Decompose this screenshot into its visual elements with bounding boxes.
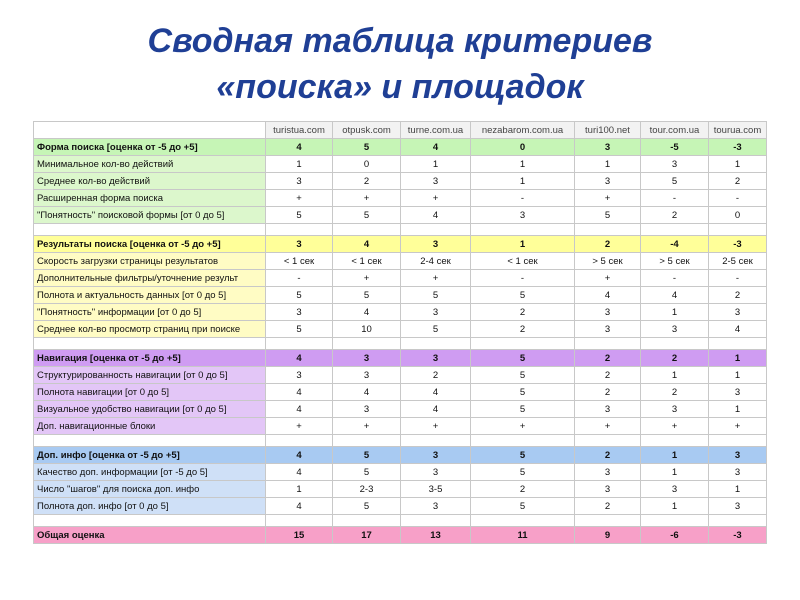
criterion-value-cell: + bbox=[641, 418, 709, 435]
header-corner-cell bbox=[34, 122, 266, 139]
criterion-value-cell: 5 bbox=[471, 464, 575, 481]
criterion-value-cell: 3-5 bbox=[401, 481, 471, 498]
title-line-1: Сводная таблица критериев bbox=[147, 22, 653, 60]
spacer-cell bbox=[709, 435, 767, 447]
criterion-value-cell: 3 bbox=[575, 464, 641, 481]
section-score-cell: 5 bbox=[333, 447, 401, 464]
criterion-value-cell: + bbox=[333, 270, 401, 287]
criterion-value-cell: 2 bbox=[333, 173, 401, 190]
criterion-value-cell: 1 bbox=[401, 156, 471, 173]
criterion-row bbox=[34, 207, 767, 224]
site-header-cell: turistua.com bbox=[266, 122, 333, 139]
spacer-cell bbox=[471, 435, 575, 447]
spacer-cell bbox=[575, 515, 641, 527]
criterion-value-cell: 3 bbox=[401, 464, 471, 481]
criterion-label: Минимальное кол-во действий bbox=[34, 156, 266, 173]
criterion-label: "Понятность" поисковой формы [от 0 до 5] bbox=[34, 207, 266, 224]
section-name: Результаты поиска [оценка от -5 до +5] bbox=[34, 236, 266, 253]
criterion-value-cell: 4 bbox=[401, 384, 471, 401]
criterion-row bbox=[34, 418, 767, 435]
spacer-cell bbox=[333, 435, 401, 447]
criterion-value-cell: 2 bbox=[575, 384, 641, 401]
criterion-value-cell: - bbox=[471, 270, 575, 287]
criterion-value-cell: 4 bbox=[709, 321, 767, 338]
criterion-value-cell: 2 bbox=[575, 367, 641, 384]
spacer-cell bbox=[266, 224, 333, 236]
criterion-value-cell: 4 bbox=[401, 401, 471, 418]
criterion-value-cell: 5 bbox=[471, 384, 575, 401]
spacer-cell bbox=[709, 338, 767, 350]
criterion-row bbox=[34, 287, 767, 304]
section-score-cell: 4 bbox=[266, 139, 333, 156]
criterion-value-cell: 2 bbox=[471, 321, 575, 338]
criterion-value-cell: 3 bbox=[641, 401, 709, 418]
criterion-label: Среднее кол-во просмотр страниц при поиске bbox=[34, 321, 266, 338]
criterion-value-cell: 1 bbox=[709, 481, 767, 498]
section-score-cell: -5 bbox=[641, 139, 709, 156]
criterion-value-cell: 3 bbox=[575, 401, 641, 418]
section-score-cell: 1 bbox=[709, 350, 767, 367]
criterion-value-cell: 2-5 сек bbox=[709, 253, 767, 270]
total-label: Общая оценка bbox=[34, 527, 266, 544]
section-score-cell: -4 bbox=[641, 236, 709, 253]
spacer-cell bbox=[401, 338, 471, 350]
site-header-cell: tourua.com bbox=[709, 122, 767, 139]
criterion-value-cell: 5 bbox=[333, 287, 401, 304]
criterion-row bbox=[34, 321, 767, 338]
header-row bbox=[34, 122, 767, 139]
section-score-cell: 5 bbox=[333, 139, 401, 156]
criterion-value-cell: 5 bbox=[471, 401, 575, 418]
criterion-value-cell: 5 bbox=[471, 367, 575, 384]
criterion-value-cell: 2-4 сек bbox=[401, 253, 471, 270]
spacer-cell bbox=[333, 224, 401, 236]
criterion-label: Полнота и актуальность данных [от 0 до 5] bbox=[34, 287, 266, 304]
criterion-value-cell: - bbox=[641, 190, 709, 207]
section-score-cell: 3 bbox=[575, 139, 641, 156]
criterion-value-cell: 3 bbox=[709, 464, 767, 481]
spacer-row bbox=[34, 435, 767, 447]
criterion-value-cell: 3 bbox=[266, 367, 333, 384]
criterion-value-cell: < 1 сек bbox=[266, 253, 333, 270]
total-row bbox=[34, 527, 767, 544]
section-score-cell: 1 bbox=[641, 447, 709, 464]
site-header-cell: tour.com.ua bbox=[641, 122, 709, 139]
criterion-value-cell: 2 bbox=[641, 207, 709, 224]
criterion-row bbox=[34, 367, 767, 384]
criterion-row bbox=[34, 156, 767, 173]
spacer-row bbox=[34, 515, 767, 527]
criterion-value-cell: - bbox=[471, 190, 575, 207]
criterion-value-cell: + bbox=[471, 418, 575, 435]
section-row bbox=[34, 236, 767, 253]
criterion-label: Расширенная форма поиска bbox=[34, 190, 266, 207]
criterion-value-cell: 4 bbox=[333, 384, 401, 401]
criterion-value-cell: 1 bbox=[709, 156, 767, 173]
criterion-value-cell: 1 bbox=[641, 464, 709, 481]
criterion-row bbox=[34, 481, 767, 498]
section-score-cell: -3 bbox=[709, 139, 767, 156]
spacer-cell bbox=[34, 435, 266, 447]
criterion-value-cell: 2 bbox=[575, 498, 641, 515]
total-value-cell: 11 bbox=[471, 527, 575, 544]
spacer-row bbox=[34, 338, 767, 350]
spacer-cell bbox=[266, 338, 333, 350]
section-score-cell: 3 bbox=[709, 447, 767, 464]
criterion-value-cell: 3 bbox=[641, 156, 709, 173]
criterion-value-cell: 4 bbox=[333, 304, 401, 321]
criterion-value-cell: 3 bbox=[401, 173, 471, 190]
criterion-value-cell: 4 bbox=[266, 464, 333, 481]
site-header-cell: turne.com.ua bbox=[401, 122, 471, 139]
criterion-value-cell: - bbox=[709, 270, 767, 287]
spacer-cell bbox=[641, 435, 709, 447]
criterion-row bbox=[34, 190, 767, 207]
criterion-value-cell: - bbox=[709, 190, 767, 207]
section-score-cell: 3 bbox=[266, 236, 333, 253]
spacer-cell bbox=[575, 224, 641, 236]
criterion-value-cell: 3 bbox=[641, 321, 709, 338]
section-score-cell: 4 bbox=[266, 447, 333, 464]
total-value-cell: -6 bbox=[641, 527, 709, 544]
spacer-cell bbox=[333, 338, 401, 350]
section-score-cell: 2 bbox=[575, 447, 641, 464]
criterion-label: "Понятность" информации [от 0 до 5] bbox=[34, 304, 266, 321]
criterion-value-cell: 3 bbox=[575, 481, 641, 498]
criterion-label: Визуальное удобство навигации [от 0 до 5] bbox=[34, 401, 266, 418]
criterion-value-cell: 5 bbox=[401, 287, 471, 304]
section-score-cell: 5 bbox=[471, 350, 575, 367]
criterion-value-cell: 3 bbox=[709, 304, 767, 321]
criterion-value-cell: 1 bbox=[641, 498, 709, 515]
criterion-row bbox=[34, 304, 767, 321]
criterion-value-cell: 1 bbox=[471, 173, 575, 190]
section-name: Навигация [оценка от -5 до +5] bbox=[34, 350, 266, 367]
criterion-label: Дополнительные фильтры/уточнение результ bbox=[34, 270, 266, 287]
spacer-cell bbox=[266, 515, 333, 527]
section-score-cell: 3 bbox=[401, 236, 471, 253]
criterion-label: Качество доп. информации [от -5 до 5] bbox=[34, 464, 266, 481]
criterion-value-cell: > 5 сек bbox=[641, 253, 709, 270]
criterion-row bbox=[34, 464, 767, 481]
criterion-value-cell: 5 bbox=[471, 498, 575, 515]
criterion-value-cell: 1 bbox=[471, 156, 575, 173]
criterion-value-cell: 3 bbox=[709, 498, 767, 515]
criterion-row bbox=[34, 498, 767, 515]
criterion-value-cell: 4 bbox=[266, 384, 333, 401]
spacer-cell bbox=[401, 435, 471, 447]
criterion-value-cell: 4 bbox=[575, 287, 641, 304]
criterion-value-cell: + bbox=[401, 418, 471, 435]
spacer-cell bbox=[34, 338, 266, 350]
criterion-value-cell: 5 bbox=[266, 207, 333, 224]
criterion-value-cell: 1 bbox=[641, 367, 709, 384]
criterion-value-cell: + bbox=[333, 190, 401, 207]
criterion-value-cell: 3 bbox=[266, 173, 333, 190]
section-score-cell: 3 bbox=[401, 350, 471, 367]
spacer-cell bbox=[575, 338, 641, 350]
criterion-label: Структурированность навигации [от 0 до 5] bbox=[34, 367, 266, 384]
spacer-cell bbox=[641, 338, 709, 350]
criterion-value-cell: + bbox=[266, 418, 333, 435]
criterion-value-cell: + bbox=[333, 418, 401, 435]
total-value-cell: 17 bbox=[333, 527, 401, 544]
criterion-value-cell: 3 bbox=[471, 207, 575, 224]
title-line-2: «поиска» и площадок bbox=[216, 68, 584, 106]
site-header-cell: turi100.net bbox=[575, 122, 641, 139]
criterion-value-cell: 2 bbox=[471, 481, 575, 498]
criterion-row bbox=[34, 384, 767, 401]
section-score-cell: 4 bbox=[333, 236, 401, 253]
section-score-cell: 2 bbox=[641, 350, 709, 367]
criterion-label: Число "шагов" для поиска доп. инфо bbox=[34, 481, 266, 498]
criterion-value-cell: + bbox=[709, 418, 767, 435]
spacer-cell bbox=[34, 224, 266, 236]
criterion-value-cell: 1 bbox=[641, 304, 709, 321]
criterion-value-cell: 10 bbox=[333, 321, 401, 338]
criterion-value-cell: + bbox=[575, 270, 641, 287]
criterion-value-cell: 3 bbox=[401, 304, 471, 321]
total-value-cell: -3 bbox=[709, 527, 767, 544]
criterion-value-cell: 5 bbox=[575, 207, 641, 224]
criterion-value-cell: < 1 сек bbox=[333, 253, 401, 270]
total-value-cell: 15 bbox=[266, 527, 333, 544]
criterion-value-cell: > 5 сек bbox=[575, 253, 641, 270]
criterion-value-cell: 0 bbox=[333, 156, 401, 173]
criterion-value-cell: 3 bbox=[266, 304, 333, 321]
site-header-cell: nezabarom.com.ua bbox=[471, 122, 575, 139]
criterion-value-cell: 3 bbox=[709, 384, 767, 401]
section-score-cell: 2 bbox=[575, 236, 641, 253]
criterion-value-cell: 4 bbox=[401, 207, 471, 224]
criterion-value-cell: 1 bbox=[709, 367, 767, 384]
criterion-value-cell: - bbox=[641, 270, 709, 287]
criterion-value-cell: - bbox=[266, 270, 333, 287]
criterion-value-cell: 4 bbox=[266, 498, 333, 515]
criterion-value-cell: 2-3 bbox=[333, 481, 401, 498]
criterion-value-cell: 3 bbox=[641, 481, 709, 498]
criterion-value-cell: + bbox=[266, 190, 333, 207]
criterion-value-cell: 3 bbox=[575, 173, 641, 190]
criterion-value-cell: 3 bbox=[333, 401, 401, 418]
section-score-cell: -3 bbox=[709, 236, 767, 253]
spacer-cell bbox=[471, 338, 575, 350]
section-row bbox=[34, 447, 767, 464]
section-score-cell: 3 bbox=[333, 350, 401, 367]
criterion-value-cell: 3 bbox=[401, 498, 471, 515]
criterion-row bbox=[34, 253, 767, 270]
spacer-cell bbox=[709, 515, 767, 527]
section-score-cell: 4 bbox=[266, 350, 333, 367]
spacer-cell bbox=[401, 515, 471, 527]
spacer-cell bbox=[575, 435, 641, 447]
criterion-row bbox=[34, 270, 767, 287]
criterion-value-cell: + bbox=[575, 418, 641, 435]
criterion-row bbox=[34, 173, 767, 190]
section-score-cell: 4 bbox=[401, 139, 471, 156]
section-row bbox=[34, 350, 767, 367]
criterion-value-cell: 5 bbox=[266, 321, 333, 338]
spacer-cell bbox=[641, 224, 709, 236]
criterion-value-cell: 5 bbox=[266, 287, 333, 304]
criterion-value-cell: 5 bbox=[401, 321, 471, 338]
criterion-value-cell: 5 bbox=[333, 464, 401, 481]
spacer-row bbox=[34, 224, 767, 236]
criterion-row bbox=[34, 401, 767, 418]
spacer-cell bbox=[34, 515, 266, 527]
spacer-cell bbox=[471, 515, 575, 527]
spacer-cell bbox=[641, 515, 709, 527]
criterion-label: Скорость загрузки страницы результатов bbox=[34, 253, 266, 270]
section-score-cell: 5 bbox=[471, 447, 575, 464]
criterion-value-cell: 5 bbox=[641, 173, 709, 190]
criterion-label: Полнота навигации [от 0 до 5] bbox=[34, 384, 266, 401]
section-name: Доп. инфо [оценка от -5 до +5] bbox=[34, 447, 266, 464]
criterion-value-cell: 2 bbox=[641, 384, 709, 401]
criterion-value-cell: 1 bbox=[266, 481, 333, 498]
spacer-cell bbox=[709, 224, 767, 236]
criterion-value-cell: 1 bbox=[575, 156, 641, 173]
criterion-value-cell: 5 bbox=[333, 498, 401, 515]
criterion-label: Среднее кол-во действий bbox=[34, 173, 266, 190]
criterion-value-cell: < 1 сек bbox=[471, 253, 575, 270]
section-score-cell: 3 bbox=[401, 447, 471, 464]
slide-title bbox=[0, 18, 800, 110]
criterion-value-cell: 1 bbox=[266, 156, 333, 173]
criterion-value-cell: 0 bbox=[709, 207, 767, 224]
total-value-cell: 9 bbox=[575, 527, 641, 544]
criterion-value-cell: 2 bbox=[709, 287, 767, 304]
criterion-value-cell: 5 bbox=[333, 207, 401, 224]
criterion-value-cell: 2 bbox=[709, 173, 767, 190]
criterion-value-cell: 4 bbox=[641, 287, 709, 304]
section-score-cell: 1 bbox=[471, 236, 575, 253]
criterion-value-cell: 3 bbox=[575, 321, 641, 338]
criterion-value-cell: 5 bbox=[471, 287, 575, 304]
criterion-label: Полнота доп. инфо [от 0 до 5] bbox=[34, 498, 266, 515]
spacer-cell bbox=[266, 435, 333, 447]
section-score-cell: 2 bbox=[575, 350, 641, 367]
criterion-value-cell: 2 bbox=[401, 367, 471, 384]
criterion-value-cell: + bbox=[401, 270, 471, 287]
spacer-cell bbox=[333, 515, 401, 527]
section-name: Форма поиска [оценка от -5 до +5] bbox=[34, 139, 266, 156]
spacer-cell bbox=[401, 224, 471, 236]
criterion-value-cell: 1 bbox=[709, 401, 767, 418]
section-row bbox=[34, 139, 767, 156]
criteria-summary-table bbox=[33, 121, 767, 544]
spacer-cell bbox=[471, 224, 575, 236]
criterion-value-cell: + bbox=[575, 190, 641, 207]
total-value-cell: 13 bbox=[401, 527, 471, 544]
criterion-value-cell: 4 bbox=[266, 401, 333, 418]
criterion-value-cell: 2 bbox=[471, 304, 575, 321]
section-score-cell: 0 bbox=[471, 139, 575, 156]
site-header-cell: otpusk.com bbox=[333, 122, 401, 139]
criterion-label: Доп. навигационные блоки bbox=[34, 418, 266, 435]
criterion-value-cell: + bbox=[401, 190, 471, 207]
criterion-value-cell: 3 bbox=[575, 304, 641, 321]
criterion-value-cell: 3 bbox=[333, 367, 401, 384]
